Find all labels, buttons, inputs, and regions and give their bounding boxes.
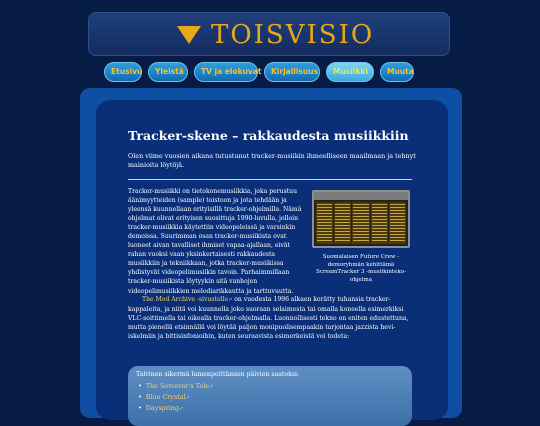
- screamtracker-screenshot[interactable]: [312, 190, 410, 248]
- image-caption: Suomalaisen Future Crew -demoryhmän kehittämä ScreamTracker 3 -musiikinteko-ohjelma: [316, 254, 406, 283]
- track-link[interactable]: Dayspring: [145, 404, 180, 412]
- list-item[interactable]: [138, 403, 213, 414]
- track-link[interactable]: Blue Crystal: [145, 393, 186, 401]
- divider: [128, 179, 412, 180]
- external-link-icon: ↗: [179, 406, 184, 412]
- paragraph-2-text: on vuodesta 1996 alkaen kerätty tuhansia tracker-kappaleita, ja niitä voi kuunnella joko suoraan selaimesta tai omalla koneella esimerkiksi VLC-soittimella tai oikealla tracker-ohjelmalla. Luonnollisesti tekno on eniten edustettuna, mutta pienellä etsinnällä voi löytää paljon monipuolisempaakin tarjontaa jazzista hevi-iskelmiin ja bittisinfonioihin, kuten seuraavista esimerkeistä voi todeta:: [128, 296, 409, 341]
- article-paragraph-1: Tracker-musiikki on tietokonemusiikkia, joka perustuu äänimyytteiden (sample) toistoon ja jota tehdään ja yleensä kuunnellaan erityisillä tracker-ohjelmilla. Nämä ohjelmat olivat erityisen suosittuja 1990-luvulla, jolloin tracker-musiikkia käytettiin videopeleissä ja varsinkin demoissa. Suurimman osan tracker-musiikista ovat luoneet aivan tavalliset ihmiset vapaa-ajallaan, eivät rahan vuoksi vaan yksinkertaisesti rakkaudesta musiikkiin ja tekniikkaan, jotka tracker-musiikissa yhdistyvät videopelimusiikin tavoin. Parhaimmillaan tracker-musiikista löytyykin sitä vanhojen videopelimusiikkien melodiarikkautta ja tarttuvuutta.: [128, 188, 302, 295]
- logo-text: TOISVISIO: [211, 20, 375, 50]
- list-item[interactable]: [138, 381, 213, 392]
- nav-item-musiikki[interactable]: Musiikki: [326, 62, 374, 82]
- site-logo[interactable]: [177, 22, 374, 48]
- channel-column: [352, 202, 369, 244]
- list-item[interactable]: [138, 392, 213, 403]
- channel-column: [334, 202, 351, 244]
- channel-column: [389, 202, 406, 244]
- nav-item-etusivu[interactable]: Etusivu: [104, 62, 142, 82]
- channel-column: [316, 202, 333, 244]
- favorites-title: Talvinen sikermä lumenpeittämien päivien saatoksi:: [136, 371, 300, 378]
- external-link-icon: ↗: [185, 395, 190, 401]
- channel-column: [371, 202, 388, 244]
- mod-archive-link[interactable]: The Mod Archive -sivustolle: [142, 296, 229, 303]
- external-link-icon: ↗: [209, 384, 214, 390]
- nav-item-kirjallisuus[interactable]: Kirjallisuus: [264, 62, 320, 82]
- screenshot-header: [314, 192, 408, 200]
- article-intro: Olen viime vuosien aikana tutustunut tracker-musiikin ihmeelliseen maailmaan ja tehnyt mainioita löytöjä.: [128, 152, 416, 170]
- screenshot-channels: [314, 200, 408, 246]
- track-link[interactable]: The Sorceror's Tale: [145, 382, 210, 390]
- nav-item-tv-ja-elokuvat[interactable]: TV ja elokuvat: [194, 62, 258, 82]
- main-nav: [104, 62, 420, 82]
- favorites-list: [138, 381, 213, 414]
- article-title: Tracker-skene – rakkaudesta musiikkiin: [128, 128, 409, 143]
- nav-item-yleista[interactable]: Yleistä: [148, 62, 188, 82]
- external-link-icon: ↗: [228, 297, 233, 303]
- triangle-logo-icon: [177, 26, 201, 44]
- nav-item-muuta[interactable]: Muuta: [380, 62, 414, 82]
- article-paragraph-2: [128, 295, 410, 341]
